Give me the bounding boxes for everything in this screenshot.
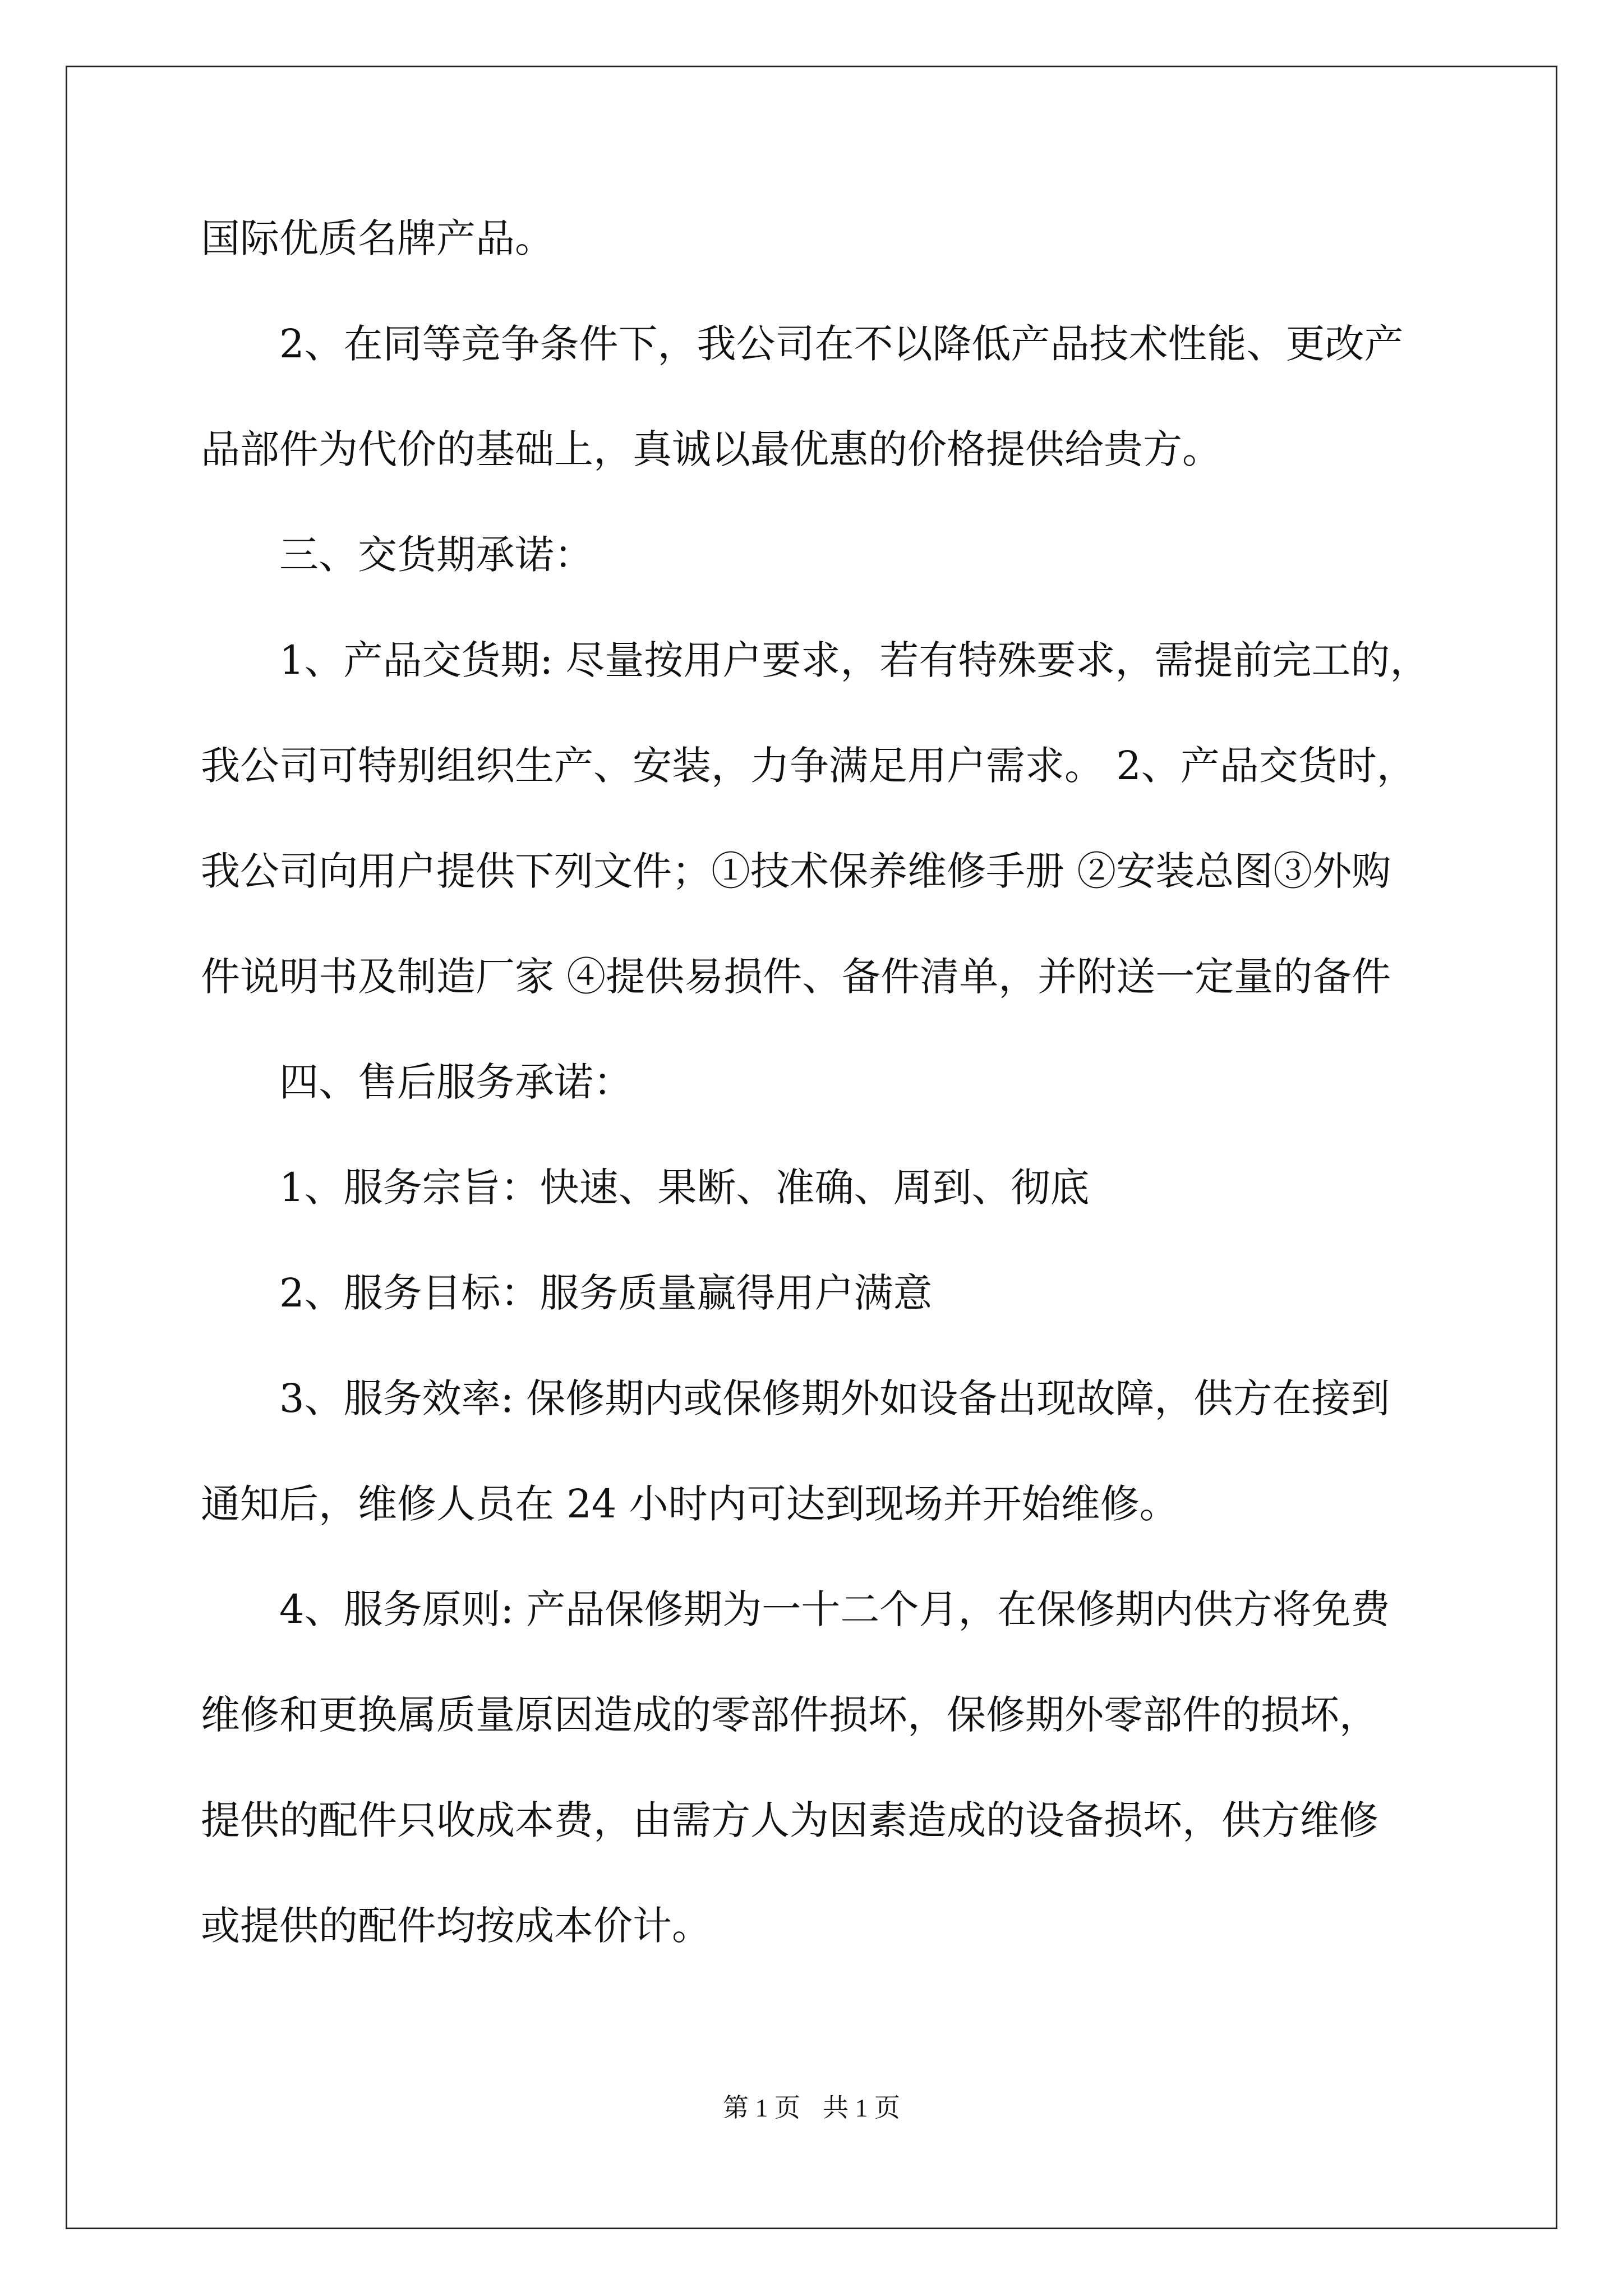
paragraph-line: 1、产品交货期: 尽量按用户要求，若有特殊要求，需提前完工的， [279,637,1430,683]
paragraph-line: 4、服务原则: 产品保修期为一十二个月，在保修期内供方将免费 [279,1586,1390,1632]
paragraph-line: 通知后，维修人员在 24 小时内可达到现场并开始维修。 [201,1481,1179,1527]
section-heading: 三、交货期承诺： [279,532,593,578]
paragraph-line: 3、服务效率: 保修期内或保修期外如设备出现故障，供方在接到 [279,1375,1390,1421]
paragraph-line: 件说明书及制造厂家 ④提供易损件、备件清单，并附送一定量的备件 [201,954,1391,1000]
paragraph-line: 或提供的配件均按成本价计。 [201,1903,711,1949]
paragraph-line: 2、服务目标：服务质量赢得用户满意 [279,1270,933,1316]
paragraph-line: 1、服务宗旨：快速、果断、准确、周到、彻底 [279,1165,1090,1211]
paragraph-line: 提供的配件只收成本费，由需方人为因素造成的设备损坏，供方维修 [201,1797,1378,1843]
page-number-total: 共 1 页 [823,2093,900,2122]
page-footer [0,2091,1623,2125]
paragraph-line: 我公司向用户提供下列文件；①技术保养维修手册 ②安装总图③外购 [201,848,1391,894]
paragraph-line: 品部件为代价的基础上，真诚以最优惠的价格提供给贵方。 [201,426,1221,472]
paragraph-line: 2、在同等竞争条件下，我公司在不以降低产品技术性能、更改产 [279,321,1404,367]
page-number-current: 第 1 页 [723,2093,800,2122]
paragraph-line: 国际优质名牌产品。 [201,215,554,261]
paragraph-line: 我公司可特别组织生产、安装，力争满足用户需求。 2、产品交货时， [201,743,1416,789]
paragraph-line: 维修和更换属质量原因造成的零部件损坏，保修期外零部件的损坏， [201,1692,1378,1738]
section-heading: 四、售后服务承诺： [279,1059,633,1105]
